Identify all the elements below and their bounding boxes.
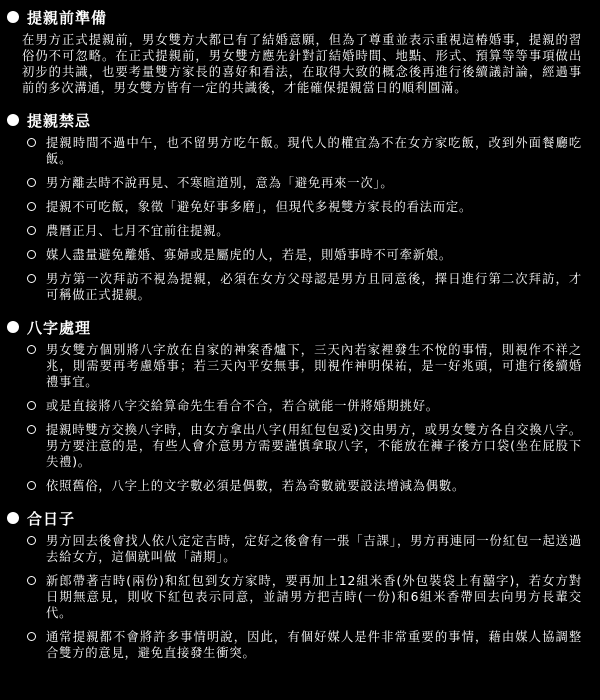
filled-circle-bullet-icon (7, 114, 19, 126)
list-item-text: 農曆正月、七月不宜前往提親。 (46, 224, 230, 238)
list-item-text: 男方回去後會找人依八定定吉時，定好之後會有一張「吉課」，男方再連同一份紅包一起送過去給女方，這個就叫做「請期」。 (46, 534, 582, 564)
section-title: 提親前準備 (27, 8, 108, 27)
section-header (6, 316, 582, 338)
list-item (6, 342, 582, 390)
hollow-circle-bullet-icon (27, 576, 36, 585)
list-item (6, 533, 582, 565)
section-header (6, 6, 582, 28)
list-item-text: 提親不可吃飯，象徵「避免好事多磨」，但現代多視雙方家長的看法而定。 (46, 200, 473, 214)
list-item-text: 提親時間不過中午，也不留男方吃午飯。現代人的權宜為不在女方家吃飯，改到外面餐廳吃飯。 (46, 136, 582, 166)
list-item-text: 新郎帶著吉時(兩份)和紅包到女方家時，要再加上12組米香(外包裝袋上有囍字)，若女方對日期無意見，則收下紅包表示同意，並請男方把吉時(一份)和6組米香帶回去向男方長輩交代。 (46, 574, 582, 620)
section-taboos (6, 109, 582, 303)
hollow-circle-bullet-icon (27, 226, 36, 235)
list-item (6, 223, 582, 239)
section-header (6, 109, 582, 131)
hollow-circle-bullet-icon (27, 250, 36, 259)
list-item (6, 629, 582, 661)
section-paragraph: 在男方正式提親前，男女雙方大都已有了結婚意願，但為了尊重並表示重視這椿婚事，提親的習俗仍不可忽略。在正式提親前，男女雙方應先針對訂結婚時間、地點、形式、預算等等事項做出初步的共識，也要考量雙方家長的喜好和看法，在取得大致的概念後再進行後續議討論，經過事前的多次溝通，男女雙方皆有一定的共識後，才能確保提親當日的順利圓滿。 (22, 33, 582, 95)
hollow-circle-bullet-icon (27, 202, 36, 211)
hollow-circle-bullet-icon (27, 401, 36, 410)
list-item (6, 247, 582, 263)
item-list (6, 533, 582, 661)
hollow-circle-bullet-icon (27, 274, 36, 283)
list-item (6, 573, 582, 621)
filled-circle-bullet-icon (7, 321, 19, 333)
list-item-text: 依照舊俗，八字上的文字數必須是偶數，若為奇數就要設法增減為偶數。 (46, 479, 466, 493)
section-title: 合日子 (27, 509, 76, 528)
list-item (6, 199, 582, 215)
list-item-text: 提親時雙方交換八字時，由女方拿出八字(用紅包包妥)交由男方，或男女雙方各自交換八字。男方要注意的是，有些人會介意男方需要謹慎拿取八字，不能放在褲子後方口袋(坐在屁股下失禮)。 (46, 423, 582, 469)
list-item (6, 271, 582, 303)
list-item-text: 男方離去時不說再見、不寒暄道別，意為「避免再來一次」。 (46, 176, 394, 190)
list-item-text: 或是直接將八字交給算命先生看合不合，若合就能一併將婚期挑好。 (46, 399, 439, 413)
filled-circle-bullet-icon (7, 11, 19, 23)
hollow-circle-bullet-icon (27, 345, 36, 354)
list-item (6, 398, 582, 414)
item-list (6, 342, 582, 494)
list-item (6, 478, 582, 494)
section-date-selection (6, 507, 582, 661)
list-item (6, 135, 582, 167)
filled-circle-bullet-icon (7, 512, 19, 524)
list-item-text: 男女雙方個別將八字放在自家的神案香爐下，三天內若家裡發生不悅的事情，則視作不祥之兆，則需要再考慮婚事；若三天內平安無事，則視作神明保祐，是一好兆頭，可進行後續婚禮事宜。 (46, 343, 582, 389)
section-title: 提親禁忌 (27, 111, 92, 130)
hollow-circle-bullet-icon (27, 632, 36, 641)
section-header (6, 507, 582, 529)
list-item-text: 媒人盡量避免離婚、寡婦或是屬虎的人，若是，則婚事時不可牽新娘。 (46, 248, 453, 262)
list-item-text: 通常提親都不會將許多事情明說，因此，有個好媒人是件非常重要的事情，藉由媒人協調整合雙方的意見，避免直接發生衝突。 (46, 630, 582, 660)
hollow-circle-bullet-icon (27, 536, 36, 545)
section-bazi (6, 316, 582, 494)
list-item (6, 422, 582, 470)
hollow-circle-bullet-icon (27, 425, 36, 434)
item-list (6, 135, 582, 303)
section-preparation (6, 6, 582, 96)
section-title: 八字處理 (27, 318, 92, 337)
hollow-circle-bullet-icon (27, 138, 36, 147)
list-item-text: 男方第一次拜訪不視為提親，必須在女方父母認是男方且同意後，擇日進行第二次拜訪，才可稱做正式提親。 (46, 272, 582, 302)
list-item (6, 175, 582, 191)
hollow-circle-bullet-icon (27, 481, 36, 490)
hollow-circle-bullet-icon (27, 178, 36, 187)
